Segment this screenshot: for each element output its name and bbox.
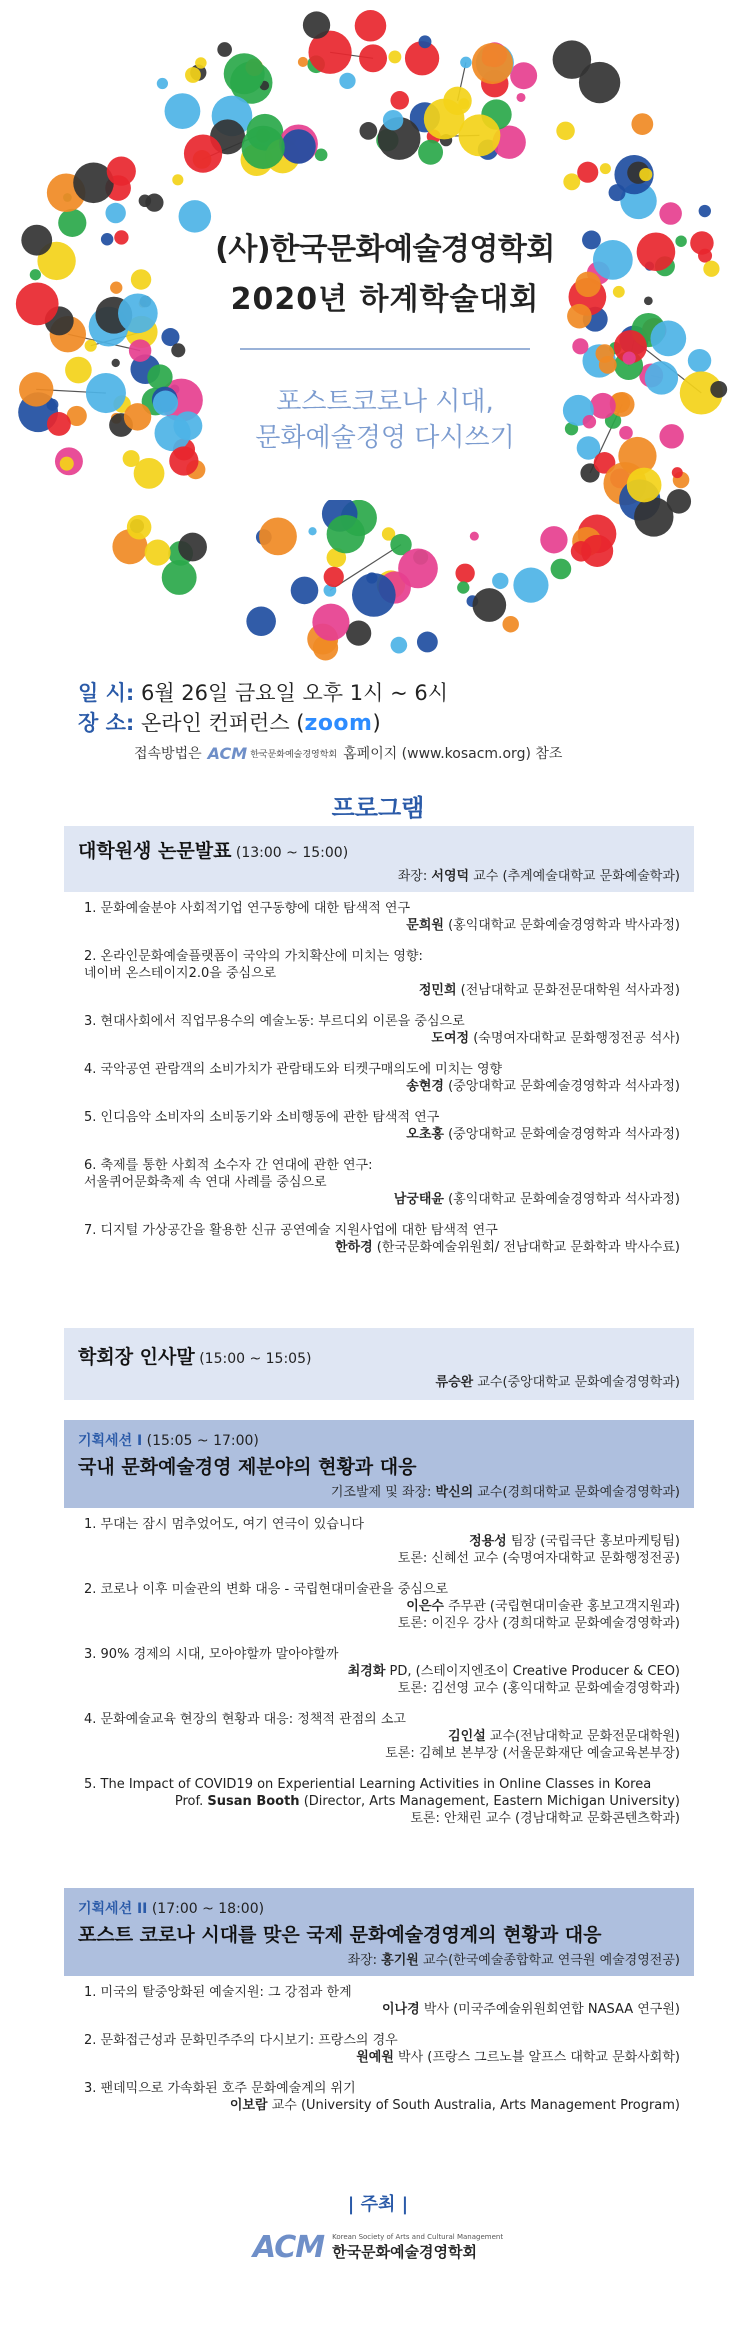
molecule-dot: [563, 173, 580, 190]
chair-name: 홍기원: [381, 1953, 419, 1968]
paper-item: [78, 1222, 680, 1256]
presenter-name: 오초홍: [406, 1127, 444, 1142]
talk-title: 2. 코로나 이후 미술관의 변화 대응 - 국립현대미술관을 중심으로: [84, 1582, 449, 1597]
molecule-dot: [567, 304, 592, 329]
talk-item: [78, 1646, 680, 1697]
molecule-dot: [551, 559, 572, 580]
presenter-affiliation: 교수 (University of South Australia, Arts Management Program): [267, 2098, 680, 2113]
molecule-dot: [217, 42, 232, 57]
molecule-dot: [703, 261, 719, 277]
molecule-dot: [178, 533, 207, 562]
talk-title: 3. 팬데믹으로 가속화된 호주 문화예술계의 위기: [84, 2081, 356, 2096]
molecule-dot: [327, 515, 365, 553]
presenter-name: 김인설: [448, 1729, 486, 1744]
presenter-affiliation: 교수(전남대학교 문화전문대학원): [485, 1729, 680, 1744]
molecule-dot: [346, 621, 371, 646]
molecule-dot: [21, 225, 52, 256]
section-header: [64, 1420, 694, 1508]
molecule-dot: [590, 393, 616, 419]
molecule-dot: [172, 174, 183, 185]
molecule-dot: [86, 373, 126, 413]
molecule-dot: [459, 114, 501, 156]
presenter-name: 도여정: [431, 1031, 470, 1046]
molecule-dot: [173, 411, 202, 440]
molecule-dot: [171, 343, 185, 357]
molecule-dot: [169, 446, 198, 475]
talk-item: [78, 1776, 680, 1827]
molecule-dot: [424, 99, 465, 140]
molecule-dot: [359, 44, 387, 72]
molecule-dot: [112, 359, 120, 367]
talk-title: 5. The Impact of COVID19 on Experiential Learning Activities in Online Classes in Korea: [84, 1777, 652, 1792]
paper-title: 3. 현대사회에서 직업무용수의 예술노동: 부르디외 이론을 중심으로: [84, 1014, 465, 1029]
molecule-dot: [157, 78, 168, 89]
molecule-dot: [600, 163, 611, 174]
molecule-dot: [162, 560, 197, 595]
molecule-dot: [303, 11, 330, 38]
molecule-dot: [553, 40, 592, 79]
presenter-prefix: Prof.: [174, 1794, 208, 1809]
date-label: 일 시:: [78, 681, 135, 705]
title-divider: [240, 348, 530, 350]
section-chair: [78, 1949, 680, 1968]
talk-title: 1. 미국의 탈중앙화된 예술지원: 그 강점과 한계: [84, 1985, 352, 2000]
molecule-dot: [470, 532, 479, 541]
presenter-name: 정민희: [418, 983, 457, 998]
paper-item: [78, 1061, 680, 1095]
molecule-dot: [419, 35, 432, 48]
section-chair: [78, 1481, 680, 1500]
molecule-dot: [510, 62, 537, 89]
molecule-dot: [631, 113, 653, 135]
chair-affiliation: 교수(경희대학교 문화예술경영학과): [473, 1485, 680, 1500]
molecule-dot: [352, 573, 396, 617]
molecule-dot: [184, 134, 222, 172]
presenter-name: 남궁태윤: [393, 1192, 444, 1207]
molecule-dot: [390, 91, 409, 110]
molecule-dot: [224, 53, 265, 94]
acm-logo-ko: 한국문화예술경영학회: [332, 2243, 477, 2261]
molecule-dot: [312, 604, 349, 641]
access-prefix: 접속방법은: [134, 746, 202, 762]
molecule-dot: [105, 203, 125, 223]
molecule-dot: [644, 296, 653, 305]
session-label-text: 기획세션 II: [78, 1901, 148, 1917]
presenter: [78, 917, 680, 934]
talk-title: 4. 문화예술교육 현장의 현황과 대응: 정책적 관점의 소고: [84, 1712, 406, 1727]
molecule-dot: [675, 235, 686, 246]
subtitle-line1: 포스트코로나 시대,: [276, 387, 494, 417]
discussant: 토론: 이진우 강사 (경희대학교 문화예술경영학과): [397, 1616, 680, 1631]
session-label-text: 기획세션 I: [78, 1433, 143, 1449]
session-time: (15:05 ~ 17:00): [142, 1433, 259, 1449]
molecule-dot: [47, 412, 71, 436]
place-value: 온라인 컨퍼런스 (: [134, 711, 305, 735]
presenter: [78, 1533, 680, 1550]
molecule-dot: [609, 184, 626, 201]
chair-affiliation: 교수(한국예술종합학교 연극원 예술경영전공): [418, 1953, 680, 1968]
molecule-dot: [699, 205, 711, 217]
molecule-dot: [145, 540, 171, 566]
molecule-dot: [153, 390, 178, 415]
molecule-dot: [291, 577, 319, 605]
molecule-dot: [139, 195, 152, 208]
talk-title: 2. 문화접근성과 문화민주주의 다시보기: 프랑스의 경우: [84, 2033, 398, 2048]
molecule-dot: [16, 282, 59, 325]
molecule-dot: [114, 230, 128, 244]
acm-small-logo-mark: ACM: [207, 743, 248, 763]
talk-item: [78, 2080, 680, 2114]
presenter-name: 정용성: [469, 1534, 507, 1549]
molecule-dot: [127, 515, 152, 540]
section-header: [64, 1888, 694, 1976]
chair-prefix: 좌장:: [347, 1953, 382, 1968]
molecule-dot: [556, 122, 575, 141]
molecule-dot: [58, 209, 86, 237]
molecule-dot: [472, 588, 506, 622]
date-value: 6월 26일 금요일 오후 1시 ~ 6시: [134, 681, 448, 705]
paper-list: [64, 892, 694, 1256]
molecule-dot: [472, 43, 513, 84]
presenter-name: 이은수: [406, 1599, 444, 1614]
molecule-dot: [355, 10, 387, 42]
molecule-dot: [65, 357, 92, 384]
molecule-dot: [672, 467, 683, 478]
chair-affiliation: 교수 (추계예술대학교 문화예술학과): [469, 869, 680, 884]
section-planning-1: [64, 1420, 694, 1841]
molecule-dot: [599, 356, 617, 374]
section-grad-papers: [64, 826, 694, 1270]
event-info: [78, 678, 698, 763]
molecule-dot: [513, 568, 548, 603]
presenter-affiliation: (숙명여자대학교 문화행정전공 석사): [469, 1031, 680, 1046]
access-suffix[interactable]: 홈페이지 (www.kosacm.org) 참조: [343, 746, 563, 762]
molecule-dot: [131, 269, 151, 289]
acm-logo: [253, 2230, 503, 2265]
molecule-dot: [107, 157, 136, 186]
molecule-dot: [324, 567, 344, 587]
date-row: [78, 678, 698, 708]
presenter-affiliation: PD, (스테이지엔조이 Creative Producer & CEO): [385, 1664, 680, 1679]
presenter: [78, 982, 680, 999]
talk-item: [78, 1984, 680, 2018]
molecule-dot: [659, 202, 682, 225]
presenter-affiliation: 주무관 (국립현대미술관 홍보고객지원과): [443, 1599, 680, 1614]
molecule-dot: [582, 231, 601, 250]
molecule-dot: [101, 233, 113, 245]
presenter: [78, 1793, 680, 1810]
presenter: [78, 2049, 680, 2066]
presenter: [78, 1078, 680, 1095]
section-title: 국내 문화예술경영 제분야의 현황과 대응: [78, 1456, 417, 1478]
acm-small-logo-org: 한국문화예술경영학회: [250, 749, 338, 760]
hero-banner: [0, 0, 756, 680]
paper-title-line2: 서울퀴어문화축제 속 연대 사례를 중심으로: [84, 1175, 327, 1190]
paper-title: 2. 온라인문화예술플랫폼이 국악의 가치확산에 미치는 영향:: [84, 949, 423, 964]
presenter-name: 한하경: [334, 1240, 373, 1255]
molecule-dot: [645, 361, 678, 394]
talk-list: [64, 1508, 694, 1827]
molecule-dot: [710, 381, 727, 398]
presenter-name: 최경화: [347, 1664, 386, 1679]
molecule-dot: [659, 424, 683, 448]
talk-list: [64, 1976, 694, 2114]
molecule-dot: [60, 457, 74, 471]
talk-item: [78, 1581, 680, 1632]
molecule-dot: [417, 632, 438, 653]
molecule-dot: [627, 468, 662, 503]
presenter-affiliation: 박사 (미국주예술위원회연합 NASAA 연구원): [419, 2002, 680, 2017]
molecule-dot: [242, 126, 285, 169]
session-time: (17:00 ~ 18:00): [147, 1901, 265, 1917]
molecule-dot: [19, 372, 53, 406]
paper-title: 5. 인디음악 소비자의 소비동기와 소비행동에 관한 탐색적 연구: [84, 1110, 440, 1125]
presenter-affiliation: 팀장 (국립극단 홍보마케팅팀): [506, 1534, 680, 1549]
session-label: [78, 1430, 680, 1450]
molecule-dot: [110, 282, 122, 294]
presenter-name: Susan Booth: [207, 1794, 300, 1809]
molecule-dot: [359, 122, 377, 140]
presenter-name: 문희원: [406, 918, 444, 933]
paper-item: [78, 1157, 680, 1208]
molecule-dot: [129, 339, 151, 361]
molecule-dot: [623, 351, 636, 364]
molecule-dot: [460, 57, 472, 69]
section-header: [64, 1328, 694, 1400]
section-title: 학회장 인사말: [78, 1346, 195, 1368]
molecule-dot: [583, 415, 597, 429]
molecule-dot: [124, 403, 151, 430]
presenter-affiliation: (중앙대학교 문화예술경영학과 석사과정): [443, 1127, 680, 1142]
molecule-dot: [85, 340, 97, 352]
acm-logo-en: Korean Society of Arts and Cultural Management: [332, 2233, 504, 2241]
presenter: [78, 1191, 680, 1208]
molecule-dot: [165, 93, 201, 129]
discussant: 토론: 신혜선 교수 (숙명여자대학교 문화행정전공): [397, 1551, 680, 1566]
molecule-dot: [572, 338, 588, 354]
section-greeting: [64, 1328, 694, 1400]
talk-item: [78, 1516, 680, 1567]
section-time: (15:00 ~ 15:05): [194, 1351, 312, 1367]
molecule-dot: [575, 272, 600, 297]
discussant: 토론: 김선영 교수 (홍익대학교 문화예술경영학과): [397, 1681, 680, 1696]
presenter-affiliation: (중앙대학교 문화예술경영학과 석사과정): [443, 1079, 680, 1094]
talk-title: 3. 90% 경제의 시대, 모아야할까 말아야할까: [84, 1647, 339, 1662]
presenter: [78, 1030, 680, 1047]
footer: [0, 2190, 756, 2265]
molecule-dot: [246, 606, 276, 636]
molecule-dot: [185, 67, 201, 83]
paper-item: [78, 1109, 680, 1143]
molecule-dot: [179, 200, 212, 233]
talk-title: 1. 무대는 잠시 멈추었어도, 여기 연극이 있습니다: [84, 1517, 364, 1532]
molecule-dot: [147, 364, 172, 389]
program-title: 프로그램: [331, 794, 425, 822]
presenter-affiliation: 박사 (프랑스 그르노블 알프스 대학교 문화사회학): [393, 2050, 680, 2065]
molecule-dot: [540, 526, 567, 553]
molecule-dot: [298, 57, 308, 67]
paper-item: [78, 1013, 680, 1047]
molecule-dot: [398, 549, 438, 589]
paper-title: 6. 축제를 통한 사회적 소수자 간 연대에 관한 연구:: [84, 1158, 373, 1173]
molecule-dot: [517, 93, 526, 102]
section-title: 포스트 코로나 시대를 맞은 국제 문화예술경영계의 현황과 대응: [78, 1924, 602, 1946]
chair-name: 박신의: [435, 1485, 474, 1500]
speaker-affiliation: 교수(중앙대학교 문화예술경영학과): [473, 1375, 680, 1390]
section-header: [64, 826, 694, 892]
presenter: [78, 1728, 680, 1745]
zoom-logo: zoom: [304, 711, 373, 736]
molecule-dot: [308, 527, 316, 535]
molecule-dot: [388, 50, 401, 63]
paper-title-line2: 네이버 온스테이지2.0을 중심으로: [84, 966, 277, 981]
presenter: [78, 2097, 680, 2114]
presenter: [78, 1598, 680, 1615]
molecule-dot: [195, 57, 206, 68]
section-chair: [78, 865, 680, 884]
session-label: [78, 1898, 680, 1918]
presenter-name: 이나경: [382, 2002, 420, 2017]
molecule-dot: [391, 637, 408, 654]
molecule-dot: [30, 269, 41, 280]
event-title-line2: 2020년 하계학술대회: [230, 282, 540, 317]
discussant: 토론: 안채린 교수 (경남대학교 문화콘텐츠학과): [410, 1811, 680, 1826]
molecule-dot: [418, 140, 443, 165]
molecule-dot: [619, 426, 633, 440]
molecule-dot: [455, 564, 474, 583]
acm-logo-mark: ACM: [252, 2230, 325, 2265]
paper-title: 4. 국악공연 관람객의 소비가치가 관람태도와 티켓구매의도에 미치는 영향: [84, 1062, 503, 1077]
event-title-line1: (사)한국문화예술경영학회: [215, 232, 555, 267]
discussant: 토론: 김혜보 본부장 (서울문화재단 예술교육본부장): [385, 1746, 680, 1761]
chair-name: 서영덕: [431, 869, 470, 884]
molecule-dot: [492, 573, 508, 589]
presenter-name: 원예원: [356, 2050, 394, 2065]
paper-item: [78, 900, 680, 934]
presenter-affiliation: (한국문화예술위원회/ 전남대학교 문화학과 박사수료): [372, 1240, 680, 1255]
section-time: (13:00 ~ 15:00): [231, 845, 349, 861]
molecule-dot: [281, 129, 316, 164]
section-planning-2: [64, 1888, 694, 2128]
place-label: 장 소:: [78, 711, 135, 735]
paper-title: 7. 디지털 가상공간을 활용한 신규 공연예술 지원사업에 대한 탐색적 연구: [84, 1223, 498, 1238]
molecule-dot: [457, 581, 469, 593]
molecule-dot: [118, 293, 158, 333]
presenter: [78, 1663, 680, 1680]
molecule-dot: [123, 450, 140, 467]
subtitle-line2: 문화예술경영 다시쓰기: [255, 423, 515, 453]
place-close: ): [372, 711, 381, 735]
molecule-dot: [502, 616, 518, 632]
place-row: [78, 708, 698, 739]
molecule-dot: [639, 168, 652, 181]
presenter-name: 이보람: [229, 2098, 268, 2113]
paper-item: [78, 948, 680, 999]
speaker-name: 류승완: [435, 1375, 474, 1390]
molecule-dot: [634, 497, 673, 536]
molecule-dot: [339, 73, 355, 89]
presenter-affiliation: (전남대학교 문화전문대학원 석사과정): [456, 983, 680, 998]
molecule-dot: [161, 328, 179, 346]
molecule-dot: [650, 321, 686, 357]
molecule-dot: [259, 517, 297, 555]
title-box: [212, 178, 558, 500]
molecule-dot: [571, 541, 592, 562]
chair-prefix: 좌장:: [397, 869, 432, 884]
molecule-dot: [383, 110, 403, 130]
presenter-name: 송현경: [406, 1079, 444, 1094]
molecule-dot: [688, 349, 711, 372]
acm-small-logo: [208, 744, 338, 763]
molecule-dot: [637, 232, 676, 271]
molecule-dot: [593, 240, 633, 280]
paper-title: 1. 문화예술분야 사회적기업 연구동향에 대한 탐색적 연구: [84, 901, 411, 916]
section-title: 대학원생 논문발표: [78, 840, 232, 862]
molecule-dot: [613, 286, 625, 298]
chair-prefix: 기조발제 및 좌장:: [330, 1485, 436, 1500]
presenter: [78, 1126, 680, 1143]
presenter-affiliation: (홍익대학교 문화예술경영학과 박사과정): [443, 918, 680, 933]
access-info: [134, 743, 698, 763]
presenter: [78, 1239, 680, 1256]
section-speaker: [78, 1371, 680, 1390]
host-label: | 주최 |: [347, 2194, 409, 2215]
presenter-affiliation: (Director, Arts Management, Eastern Michigan University): [299, 1794, 680, 1809]
presenter: [78, 2001, 680, 2018]
talk-item: [78, 2032, 680, 2066]
molecule-dot: [577, 162, 598, 183]
talk-item: [78, 1711, 680, 1762]
presenter-affiliation: (홍익대학교 문화예술경영학과 석사과정): [443, 1192, 680, 1207]
molecule-dot: [690, 231, 713, 254]
